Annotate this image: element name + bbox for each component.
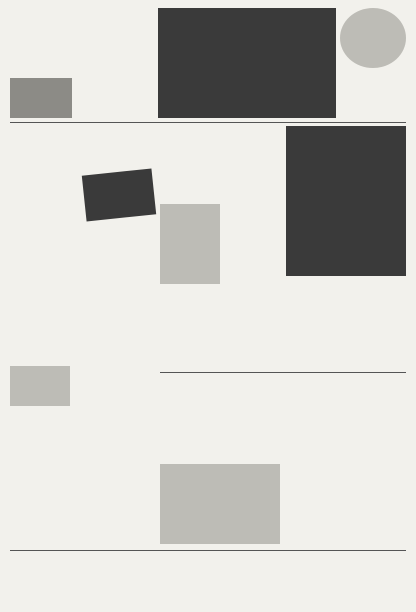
center-ads <box>160 288 280 378</box>
top-left-article <box>10 8 80 78</box>
right-note <box>286 340 406 370</box>
school-paper-illustration <box>82 168 156 221</box>
left-headline-2 <box>10 304 154 316</box>
left-story-3 <box>10 318 154 364</box>
footer-divider <box>10 550 406 551</box>
night-photo <box>158 8 336 118</box>
left-story-2-continued <box>84 222 154 302</box>
puzzle-section <box>286 376 406 546</box>
left-headline <box>10 126 130 138</box>
right-caption <box>286 278 406 338</box>
top-left-illustration <box>10 78 72 118</box>
right-photo <box>286 126 406 276</box>
bottom-illustration <box>160 464 280 544</box>
center-illustration <box>160 204 220 284</box>
center-headline <box>160 126 280 140</box>
center-story <box>160 142 280 202</box>
left-list <box>10 450 154 540</box>
top-divider <box>10 122 406 123</box>
center-puzzle <box>224 204 280 284</box>
top-column-article <box>84 8 154 118</box>
left-story-2 <box>10 180 78 300</box>
center-column <box>160 380 280 460</box>
night-photo-caption <box>340 70 406 118</box>
left-small-illustration <box>10 366 70 406</box>
puzzle-divider <box>160 372 406 373</box>
exhibition-badge <box>340 8 406 68</box>
left-story-4 <box>74 366 154 446</box>
footer <box>10 554 406 604</box>
